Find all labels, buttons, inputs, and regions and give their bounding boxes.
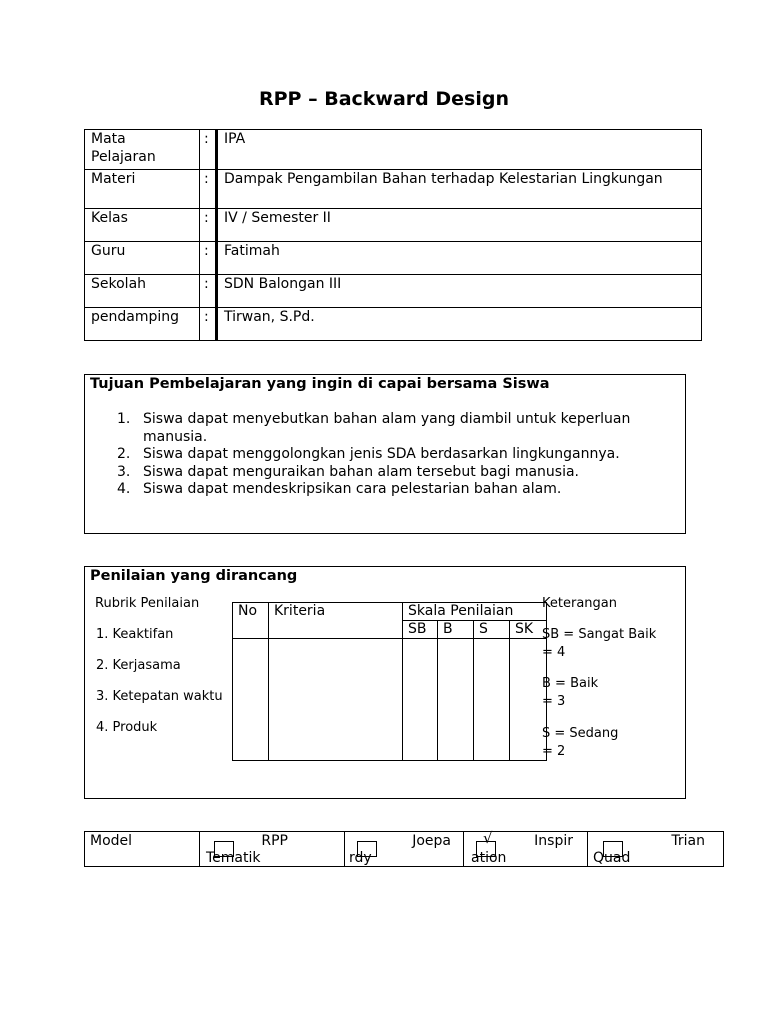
model-table (84, 831, 724, 867)
info-label: pendamping (85, 308, 200, 341)
model-option[interactable] (464, 829, 588, 867)
page-title: RPP – Backward Design (259, 88, 509, 110)
table-cell (233, 639, 269, 761)
rubric-label: Rubrik Penilaian (95, 596, 200, 611)
option-label-cont: ation (471, 850, 507, 866)
note-value: = 4 (542, 645, 566, 660)
list-item (91, 481, 651, 499)
note-value: = 3 (542, 694, 566, 709)
table-cell (438, 639, 474, 761)
info-value: SDN Balongan III (218, 275, 702, 308)
info-separator: : (200, 130, 218, 170)
scale-sk: SK (510, 621, 547, 639)
goals-title: Tujuan Pembelajaran yang ingin di capai bersama Siswa (90, 376, 550, 392)
rubric-item: 2. Kerjasama (96, 658, 181, 673)
col-scale-header: Skala Penilaian (403, 603, 547, 621)
table-cell (269, 639, 403, 761)
assessment-title: Penilaian yang dirancang (90, 568, 298, 584)
list-item (91, 411, 651, 446)
scale-s: S (474, 621, 510, 639)
option-label-cont: rdy (349, 850, 372, 866)
info-row (85, 275, 702, 308)
goals-list (91, 411, 651, 499)
info-label: Mata Pelajaran (85, 130, 200, 170)
note-line: B = Baik (542, 676, 599, 691)
list-item-text: Siswa dapat mendeskripsikan cara pelestarian bahan alam. (143, 481, 562, 497)
list-item-number: 2. (117, 446, 131, 462)
list-item-text: Siswa dapat menyebutkan bahan alam yang diambil untuk keperluan manusia. (143, 411, 631, 445)
info-separator: : (200, 275, 218, 308)
table-row (85, 832, 724, 867)
info-label: Guru (85, 242, 200, 275)
model-label: Model (90, 833, 133, 849)
info-row (85, 242, 702, 275)
info-value: IPA (218, 130, 702, 170)
info-label: Sekolah (85, 275, 200, 308)
info-row (85, 209, 702, 242)
info-label: Kelas (85, 209, 200, 242)
info-value: IV / Semester II (218, 209, 702, 242)
info-row (85, 130, 702, 170)
list-item (91, 464, 651, 482)
goals-box (84, 374, 686, 534)
info-separator: : (200, 170, 218, 209)
col-criteria-header: Kriteria (269, 603, 403, 639)
scale-b: B (438, 621, 474, 639)
check-mark-icon: √ (483, 829, 493, 847)
rubric-item: 4. Produk (96, 720, 158, 735)
info-separator: : (200, 308, 218, 341)
info-value: Fatimah (218, 242, 702, 275)
info-row (85, 170, 702, 209)
option-label: Trian (671, 833, 705, 849)
list-item-number: 4. (117, 481, 131, 497)
col-no-header: No (233, 603, 269, 639)
option-label-cont: Tematik (206, 850, 261, 866)
list-item-text: Siswa dapat menguraikan bahan alam tersebut bagi manusia. (143, 463, 580, 480)
table-row (233, 603, 547, 621)
table-cell (403, 639, 438, 761)
info-separator: : (200, 242, 218, 275)
rubric-item: 3. Ketepatan waktu (96, 689, 223, 704)
table-cell (474, 639, 510, 761)
info-separator: : (200, 209, 218, 242)
list-item-text: Siswa dapat menggolongkan jenis SDA berdasarkan lingkungannya. (143, 446, 620, 462)
note-line: S = Sedang (542, 726, 619, 741)
model-option[interactable] (200, 832, 345, 867)
rubric-table (232, 602, 547, 761)
option-label: Joepa (412, 833, 451, 849)
rubric-item: 1. Keaktifan (96, 627, 174, 642)
table-row (233, 639, 547, 761)
info-row (85, 308, 702, 341)
option-label-cont: Quad (593, 850, 631, 866)
info-value: Dampak Pengambilan Bahan terhadap Kelestarian Lingkungan (218, 170, 702, 209)
note-value: = 2 (542, 744, 566, 759)
list-item (91, 446, 651, 464)
model-option[interactable] (588, 832, 724, 867)
scale-sb: SB (403, 621, 438, 639)
list-item-number: 1. (117, 411, 131, 427)
notes-label: Keterangan (542, 596, 617, 611)
model-option[interactable] (345, 832, 464, 867)
option-label: RPP (261, 833, 288, 849)
info-value: Tirwan, S.Pd. (218, 308, 702, 341)
info-table (84, 129, 702, 341)
list-item-number: 3. (117, 463, 131, 480)
model-label-cell (85, 832, 200, 867)
info-label: Materi (85, 170, 200, 209)
table-cell (510, 639, 547, 761)
option-label: Inspir (534, 833, 573, 849)
note-line: SB = Sangat Baik (542, 627, 657, 642)
